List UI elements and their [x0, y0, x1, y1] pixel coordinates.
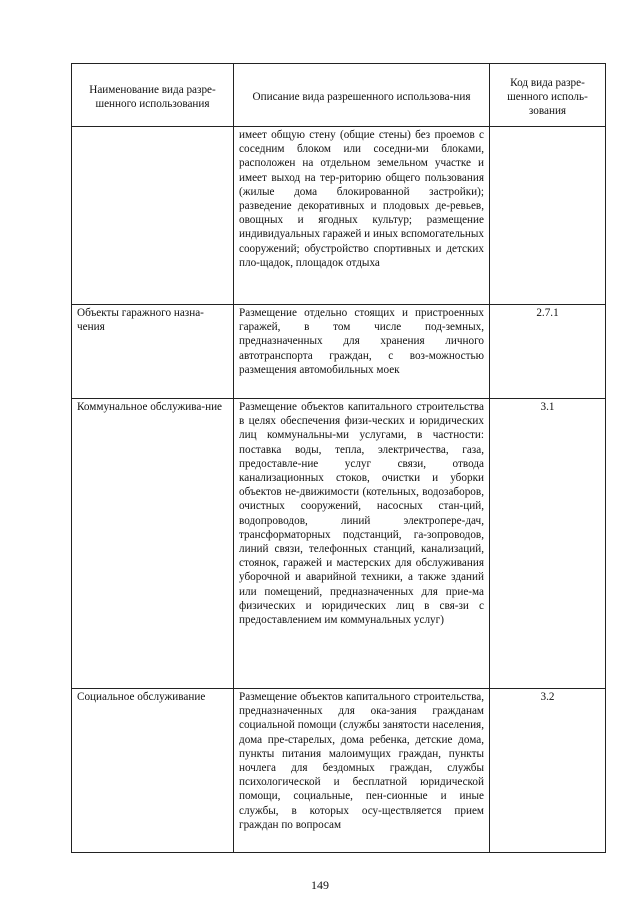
row-name: Коммунальное обслужива-ние: [72, 399, 234, 689]
table-row: [72, 689, 606, 853]
row-name: Социальное обслуживание: [72, 689, 234, 853]
header-description: Описание вида разрешенного использова-ния: [234, 64, 490, 127]
row-description: имеет общую стену (общие стены) без проемов с соседним блоком или соседни-ми блоками, расположен на отдельном земельном участке и имеет выход на тер-риторию общего пользования (жилые дома блокированной застройки); разведение декоративных и плодовых де-ревьев, овощных и ягодных культур; размещение индивидуальных гаражей и иных вспомогательных сооружений; обустройство спортивных и детских пло-щадок, площадок отдыха: [234, 127, 490, 305]
row-name: [72, 127, 234, 305]
table-row: [72, 305, 606, 399]
row-code: 2.7.1: [490, 305, 606, 399]
table-row: [72, 399, 606, 689]
row-description: Размещение объектов капитального строительства, предназначенных для ока-зания гражданам социальной помощи (службы занятости населения, дома пре-старелых, дома ребенка, детские дома, пункты питания малоимущих граждан, пункты ночлега для бездомных граждан, службы психологической и бесплатной юридической помощи, социальные, пен-сионные и иные службы, в которых осу-ществляется прием граждан по вопросам: [234, 689, 490, 853]
row-code: 3.2: [490, 689, 606, 853]
page-number: 149: [311, 878, 329, 892]
row-code: 3.1: [490, 399, 606, 689]
row-code: [490, 127, 606, 305]
row-name: Объекты гаражного назна-чения: [72, 305, 234, 399]
header-name: Наименование вида разре-шенного использования: [72, 64, 234, 127]
header-code: Код вида разре-шенного исполь-зования: [490, 64, 606, 127]
table-header-row: [72, 64, 606, 127]
permitted-use-table: [71, 63, 606, 853]
table-row: [72, 127, 606, 305]
row-description: Размещение отдельно стоящих и пристроенных гаражей, в том числе под-земных, предназначенных для хранения личного автотранспорта граждан, с воз-можностью размещения автомобильных моек: [234, 305, 490, 399]
row-description: Размещение объектов капитального строительства в целях обеспечения физи-ческих и юридических лиц коммунальны-ми услугами, в частности: поставка воды, тепла, электричества, газа, предоставле-ние услуг связи, отвода канализационных стоков, очистки и уборки объектов не-движимости (котельных, водозаборов, очистных сооружений, насосных стан-ций, водопроводов, линий электропере-дач, трансформаторных подстанций, га-зопроводов, линий связи, телефонных станций, канализаций, стоянок, гаражей и мастерских для обслуживания уборочной и аварийной техники, а также зданий или помещений, предназначенных для прие-ма физических и юридических лиц в свя-зи с предоставлением им коммунальных услуг): [234, 399, 490, 689]
